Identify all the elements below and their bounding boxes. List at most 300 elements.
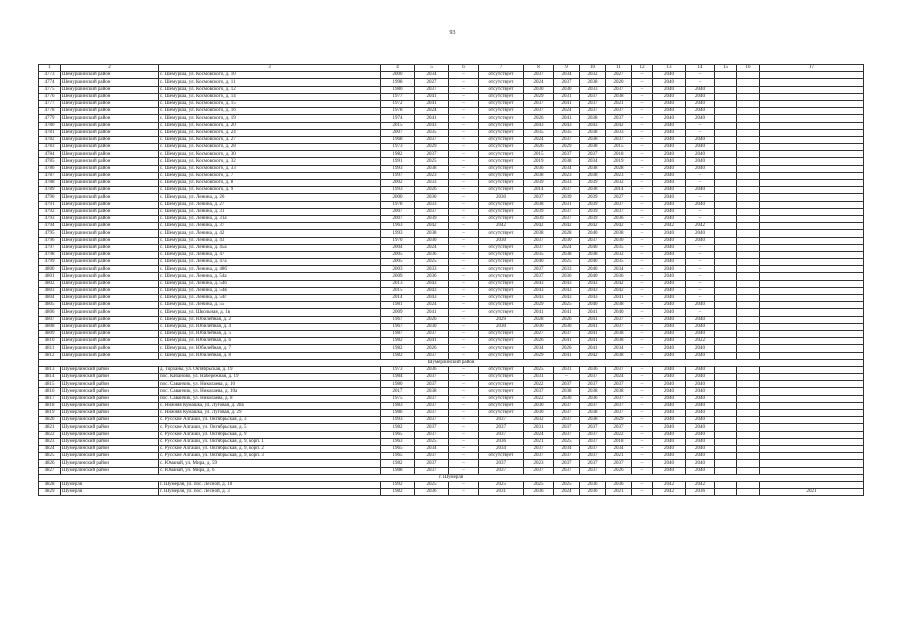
table-cell-col-5: 2037 xyxy=(415,467,449,474)
table-cell-col-17 xyxy=(760,244,864,251)
column-number-2: 2 xyxy=(61,65,159,72)
table-cell-col-14: – xyxy=(686,194,715,201)
table-cell-col-3: д. Торханы, ул. Октябрьская, д. 19 xyxy=(159,366,381,373)
table-cell-col-15 xyxy=(715,223,737,230)
table-cell-col-10: 2041 xyxy=(580,338,606,345)
table-cell-col-8: 2030 xyxy=(524,323,554,330)
table-cell-col-13: 2040 xyxy=(653,158,686,165)
table-cell-col-5: 2029 xyxy=(415,144,449,151)
table-row xyxy=(39,215,864,222)
table-cell-col-12: – xyxy=(632,388,653,395)
table-cell-col-17 xyxy=(760,481,864,488)
table-cell-col-1: 4799 xyxy=(39,259,61,266)
table-cell-col-17 xyxy=(760,273,864,280)
table-cell-col-16 xyxy=(737,144,760,151)
table-cell-col-4: 2015 xyxy=(381,287,415,294)
table-cell-col-4: 1980 xyxy=(381,381,415,388)
table-cell-col-14: 2040 xyxy=(686,237,715,244)
table-cell-col-11: 2019 xyxy=(606,158,632,165)
table-cell-col-12: – xyxy=(632,302,653,309)
table-cell-col-10: 2039 xyxy=(580,208,606,215)
table-cell-col-3: с. Шемурша, ул. Ленина, д. 55 xyxy=(159,302,381,309)
table-cell-col-9: 2037 xyxy=(554,151,580,158)
table-cell-col-3: с. Шемурша, ул. Космовского, д. 32 xyxy=(159,158,381,165)
table-cell-col-17 xyxy=(760,424,864,431)
table-cell-col-4: 1982 xyxy=(381,352,415,359)
table-cell-col-6: – xyxy=(449,151,479,158)
table-cell-col-2: Шумерлинский район xyxy=(61,374,159,381)
table-cell-col-16 xyxy=(737,424,760,431)
table-cell-col-1: 4806 xyxy=(39,309,61,316)
table-cell-col-12: – xyxy=(632,108,653,115)
table-cell-col-9: 2030 xyxy=(554,86,580,93)
table-cell-col-15 xyxy=(715,129,737,136)
table-row xyxy=(39,158,864,165)
table-row xyxy=(39,330,864,337)
table-cell-col-17 xyxy=(760,72,864,79)
table-cell-col-2: Шемуршинский район xyxy=(61,338,159,345)
table-cell-col-10: 2039 xyxy=(580,201,606,208)
table-cell-col-11: 2037 xyxy=(606,115,632,122)
table-cell-col-12: – xyxy=(632,438,653,445)
table-cell-col-8: 2030 xyxy=(524,402,554,409)
table-cell-col-11: 2023 xyxy=(606,172,632,179)
table-cell-col-8: 2032 xyxy=(524,417,554,424)
table-cell-col-16 xyxy=(737,72,760,79)
table-cell-col-15 xyxy=(715,122,737,129)
table-cell-col-16 xyxy=(737,287,760,294)
table-cell-col-17 xyxy=(760,151,864,158)
table-cell-col-7: отсутствует xyxy=(479,273,524,280)
table-cell-col-16 xyxy=(737,489,760,496)
table-cell-col-4: 2005 xyxy=(381,251,415,258)
table-cell-col-10: 2037 xyxy=(580,381,606,388)
table-cell-col-8: 2039 xyxy=(524,208,554,215)
table-cell-col-4: 1982 xyxy=(381,460,415,467)
table-cell-col-1: 4773 xyxy=(39,72,61,79)
table-cell-col-6: – xyxy=(449,194,479,201)
table-cell-col-12: – xyxy=(632,402,653,409)
table-cell-col-4: 1965 xyxy=(381,431,415,438)
column-number-4: 4 xyxy=(381,65,415,72)
table-cell-col-14: 2040 xyxy=(686,366,715,373)
table-cell-col-9: 2041 xyxy=(554,115,580,122)
table-cell-col-11: 2036 xyxy=(606,273,632,280)
table-cell-col-12: – xyxy=(632,309,653,316)
table-cell-col-16 xyxy=(737,438,760,445)
table-cell-col-14: – xyxy=(686,287,715,294)
table-cell-col-3: с. Шемурша, ул. Ленина, д. 48б xyxy=(159,266,381,273)
table-cell-col-10: 2038 xyxy=(580,388,606,395)
table-cell-col-9: 2041 xyxy=(554,100,580,107)
table-cell-col-6: – xyxy=(449,244,479,251)
table-cell-col-6: – xyxy=(449,158,479,165)
table-cell-col-9: 2025 xyxy=(554,481,580,488)
table-cell-col-14: 2040 xyxy=(686,316,715,323)
table-cell-col-12: – xyxy=(632,381,653,388)
table-cell-col-17 xyxy=(760,467,864,474)
table-cell-col-10: 2036 xyxy=(580,395,606,402)
table-cell-col-2: Шемуршинский район xyxy=(61,172,159,179)
table-cell-col-17 xyxy=(760,215,864,222)
table-cell-col-1: 4785 xyxy=(39,158,61,165)
table-cell-col-3: с. Шемурша, ул. Юбилейная, д. 4 xyxy=(159,323,381,330)
table-cell-col-16 xyxy=(737,165,760,172)
table-cell-col-2: Шемуршинский район xyxy=(61,93,159,100)
table-cell-col-4: 1986 xyxy=(381,410,415,417)
table-cell-col-5: 2041 xyxy=(415,100,449,107)
table-cell-col-13: 2042 xyxy=(653,481,686,488)
table-cell-col-7: 2025 xyxy=(479,481,524,488)
table-cell-col-5: 2024 xyxy=(415,302,449,309)
table-cell-col-17 xyxy=(760,165,864,172)
table-cell-col-13: 2040 xyxy=(653,366,686,373)
table-cell-col-4: 1973 xyxy=(381,366,415,373)
table-cell-col-10: 2042 xyxy=(580,223,606,230)
table-cell-col-7: отсутствует xyxy=(479,201,524,208)
table-cell-col-3: с. Шемурша, ул. Ленина, д. 47а xyxy=(159,259,381,266)
table-cell-col-16 xyxy=(737,259,760,266)
table-cell-col-16 xyxy=(737,481,760,488)
table-cell-col-15 xyxy=(715,251,737,258)
table-cell-col-11: 2029 xyxy=(606,417,632,424)
table-cell-col-4: 2009 xyxy=(381,309,415,316)
table-cell-col-17 xyxy=(760,445,864,452)
table-cell-col-13: 2040 xyxy=(653,72,686,79)
table-cell-col-14: – xyxy=(686,215,715,222)
table-cell-col-9: 2037 xyxy=(554,187,580,194)
table-cell-col-7: отсутствует xyxy=(479,374,524,381)
table-cell-col-2: Шемуршинский район xyxy=(61,100,159,107)
table-cell-col-9: 2031 xyxy=(554,366,580,373)
table-cell-col-14: 2040 xyxy=(686,108,715,115)
table-cell-col-6: – xyxy=(449,259,479,266)
table-cell-col-16 xyxy=(737,302,760,309)
table-cell-col-13: 2040 xyxy=(653,122,686,129)
table-cell-col-8: 2037 xyxy=(524,467,554,474)
table-cell-col-6: – xyxy=(449,481,479,488)
table-cell-col-8: 2029 xyxy=(524,352,554,359)
table-cell-col-7: отсутствует xyxy=(479,230,524,237)
table-cell-col-4: 2007 xyxy=(381,215,415,222)
table-cell-col-7: отсутствует xyxy=(479,302,524,309)
table-cell-col-2: Шумерлинский район xyxy=(61,388,159,395)
table-cell-col-8: 2036 xyxy=(524,489,554,496)
table-cell-col-10: 2041 xyxy=(580,345,606,352)
table-row xyxy=(39,309,864,316)
table-cell-col-14: 2042 xyxy=(686,223,715,230)
table-cell-col-7: отсутствует xyxy=(479,251,524,258)
table-cell-col-11: 2018 xyxy=(606,438,632,445)
table-cell-col-17 xyxy=(760,122,864,129)
table-cell-col-1: 4824 xyxy=(39,445,61,452)
table-cell-col-12: – xyxy=(632,144,653,151)
table-cell-col-9: 2038 xyxy=(554,251,580,258)
table-cell-col-16 xyxy=(737,445,760,452)
table-cell-col-6: – xyxy=(449,395,479,402)
table-cell-col-14: 2042 xyxy=(686,481,715,488)
table-cell-col-2: Шумерлинский район xyxy=(61,381,159,388)
table-cell-col-14: 2040 xyxy=(686,460,715,467)
table-cell-col-8: 2026 xyxy=(524,115,554,122)
table-cell-col-10: 2037 xyxy=(580,108,606,115)
table-cell-col-14: – xyxy=(686,72,715,79)
table-cell-col-4: 1980 xyxy=(381,86,415,93)
table-cell-col-13: 2040 xyxy=(653,136,686,143)
table-cell-col-7: 2037 xyxy=(479,424,524,431)
table-cell-col-12: – xyxy=(632,129,653,136)
table-cell-col-13: 2040 xyxy=(653,251,686,258)
table-cell-col-6: – xyxy=(449,467,479,474)
table-cell-col-5: 2025 xyxy=(415,158,449,165)
table-row xyxy=(39,194,864,201)
table-row xyxy=(39,460,864,467)
table-cell-col-3: с. Русские Алгаши, ул. Октябрьская, д. 5 xyxy=(159,424,381,431)
table-cell-col-5: 2034 xyxy=(415,72,449,79)
table-cell-col-10: 2039 xyxy=(580,180,606,187)
table-cell-col-11: 2027 xyxy=(606,72,632,79)
table-cell-col-2: Шемуршинский район xyxy=(61,223,159,230)
table-cell-col-13: 2040 xyxy=(653,445,686,452)
table-cell-col-16 xyxy=(737,338,760,345)
table-cell-col-6: – xyxy=(449,115,479,122)
table-cell-col-3: с. Шемурша, ул. Ленина, д. 54а xyxy=(159,273,381,280)
table-cell-col-14: 2040 xyxy=(686,151,715,158)
table-cell-col-7: отсутствует xyxy=(479,208,524,215)
table-cell-col-3: с. Русские Алгаши, ул. Октябрьская, д. 9, корп. 2 xyxy=(159,445,381,452)
table-cell-col-6: – xyxy=(449,273,479,280)
table-cell-col-3: пос. Саванчик, ул. Николаева, д. 10 xyxy=(159,381,381,388)
table-cell-col-11: 2020 xyxy=(606,79,632,86)
table-cell-col-9: 2037 xyxy=(554,79,580,86)
table-cell-col-11: 2037 xyxy=(606,395,632,402)
table-cell-col-13: 2040 xyxy=(653,460,686,467)
table-cell-col-12: – xyxy=(632,172,653,179)
table-cell-col-8: 2024 xyxy=(524,431,554,438)
table-cell-col-5: 2037 xyxy=(415,402,449,409)
table-cell-col-4: 1972 xyxy=(381,100,415,107)
table-cell-col-11: 2042 xyxy=(606,223,632,230)
table-cell-col-17 xyxy=(760,136,864,143)
table-cell-col-15 xyxy=(715,302,737,309)
table-cell-col-3: с. Шемурша, ул. Ленина, д. 31а xyxy=(159,215,381,222)
table-cell-col-11: 2033 xyxy=(606,129,632,136)
table-cell-col-17 xyxy=(760,79,864,86)
table-cell-col-10: 2037 xyxy=(580,445,606,452)
table-cell-col-4: 2013 xyxy=(381,280,415,287)
table-cell-col-17 xyxy=(760,366,864,373)
table-cell-col-6: – xyxy=(449,208,479,215)
table-cell-col-2: Шумерля xyxy=(61,489,159,496)
table-cell-col-13: 2040 xyxy=(653,345,686,352)
table-cell-col-13: 2040 xyxy=(653,295,686,302)
table-cell-col-15 xyxy=(715,453,737,460)
table-cell-col-1: 4820 xyxy=(39,417,61,424)
table-cell-col-3: с. Шемурша, ул. Юбилейная, д. 7 xyxy=(159,345,381,352)
table-cell-col-6: – xyxy=(449,86,479,93)
table-cell-col-13: 2040 xyxy=(653,194,686,201)
table-cell-col-6: – xyxy=(449,345,479,352)
table-cell-col-1: 4822 xyxy=(39,431,61,438)
table-cell-col-16 xyxy=(737,208,760,215)
table-row xyxy=(39,180,864,187)
table-cell-col-7: отсутствует xyxy=(479,295,524,302)
table-cell-col-5: 2043 xyxy=(415,295,449,302)
table-cell-col-1: 4814 xyxy=(39,374,61,381)
table-cell-col-1: 4781 xyxy=(39,129,61,136)
column-number-3: 3 xyxy=(159,65,381,72)
table-cell-col-10: 2038 xyxy=(580,136,606,143)
table-cell-col-4: 1963 xyxy=(381,223,415,230)
table-cell-col-6: – xyxy=(449,381,479,388)
table-cell-col-10: 2040 xyxy=(580,302,606,309)
table-cell-col-6: – xyxy=(449,287,479,294)
table-cell-col-15 xyxy=(715,144,737,151)
table-cell-col-5: 2043 xyxy=(415,122,449,129)
table-row xyxy=(39,230,864,237)
table-cell-col-12: – xyxy=(632,151,653,158)
table-cell-col-15 xyxy=(715,244,737,251)
table-cell-col-2: Шумерлинский район xyxy=(61,395,159,402)
table-cell-col-10: 2039 xyxy=(580,194,606,201)
table-cell-col-12: – xyxy=(632,338,653,345)
table-cell-col-2: Шумерлинский район xyxy=(61,417,159,424)
table-cell-col-13: 2040 xyxy=(653,381,686,388)
table-cell-col-8: 2037 xyxy=(524,108,554,115)
table-cell-col-9: 2034 xyxy=(554,165,580,172)
table-cell-col-5: 2030 xyxy=(415,237,449,244)
table-cell-col-4: 2000 xyxy=(381,72,415,79)
table-cell-col-3: с. Шемурша, ул. Космовского, д. 11 xyxy=(159,79,381,86)
table-cell-col-8: 2028 xyxy=(524,316,554,323)
table-cell-col-17 xyxy=(760,316,864,323)
table-cell-col-4: 1965 xyxy=(381,453,415,460)
table-cell-col-15 xyxy=(715,366,737,373)
table-cell-col-14: – xyxy=(686,251,715,258)
table-cell-col-14: 2040 xyxy=(686,86,715,93)
table-cell-col-8: 2024 xyxy=(524,79,554,86)
table-cell-col-10: 2043 xyxy=(580,287,606,294)
table-cell-col-11: 2038 xyxy=(606,338,632,345)
table-row xyxy=(39,72,864,79)
table-cell-col-1: 4788 xyxy=(39,180,61,187)
table-cell-col-13: 2040 xyxy=(653,273,686,280)
table-cell-col-2: Шемуршинский район xyxy=(61,144,159,151)
table-cell-col-9: 2034 xyxy=(554,72,580,79)
table-cell-col-11: 2038 xyxy=(606,352,632,359)
table-cell-col-6: – xyxy=(449,237,479,244)
table-cell-col-12: – xyxy=(632,237,653,244)
table-cell-col-3: с. Шемурша, ул. Ленина, д. 31 xyxy=(159,208,381,215)
table-row xyxy=(39,352,864,359)
table-cell-col-13: 2040 xyxy=(653,100,686,107)
table-cell-col-7: отсутствует xyxy=(479,165,524,172)
table-cell-col-12: – xyxy=(632,201,653,208)
table-cell-col-15 xyxy=(715,158,737,165)
table-cell-col-15 xyxy=(715,79,737,86)
table-cell-col-5: 2034 xyxy=(415,445,449,452)
table-cell-col-10: 2043 xyxy=(580,295,606,302)
table-cell-col-15 xyxy=(715,115,737,122)
table-cell-col-1: 4810 xyxy=(39,338,61,345)
table-cell-col-5: 2037 xyxy=(415,86,449,93)
table-cell-col-14: 2040 xyxy=(686,100,715,107)
page-number: 93 xyxy=(449,30,456,36)
table-cell-col-16 xyxy=(737,108,760,115)
table-cell-col-16 xyxy=(737,388,760,395)
table-cell-col-7: отсутствует xyxy=(479,259,524,266)
table-cell-col-14: – xyxy=(686,208,715,215)
table-cell-col-11: 2034 xyxy=(606,266,632,273)
table-cell-col-13: 2040 xyxy=(653,151,686,158)
table-row xyxy=(39,86,864,93)
table-cell-col-16 xyxy=(737,352,760,359)
table-cell-col-12: – xyxy=(632,86,653,93)
table-row xyxy=(39,273,864,280)
table-cell-col-13: 2040 xyxy=(653,316,686,323)
table-cell-col-13: 2040 xyxy=(653,180,686,187)
table-cell-col-7: отсутствует xyxy=(479,266,524,273)
table-cell-col-2: Шумерлинский район xyxy=(61,445,159,452)
table-cell-col-3: с. Шемурша, ул. Юбилейная, д. 2 xyxy=(159,316,381,323)
table-cell-col-1: 4807 xyxy=(39,316,61,323)
table-cell-col-4: 1967 xyxy=(381,323,415,330)
table-row xyxy=(39,266,864,273)
table-cell-col-12: – xyxy=(632,431,653,438)
table-cell-col-16 xyxy=(737,230,760,237)
table-cell-col-11: 2021 xyxy=(606,100,632,107)
table-cell-col-7: отсутствует xyxy=(479,144,524,151)
table-cell-col-8: 2014 xyxy=(524,187,554,194)
table-cell-col-2: Шемуршинский район xyxy=(61,259,159,266)
table-cell-col-4: 2009 xyxy=(381,273,415,280)
table-cell-col-9: 2041 xyxy=(554,309,580,316)
table-row xyxy=(39,165,864,172)
table-cell-col-5: 2037 xyxy=(415,352,449,359)
table-cell-col-3: пос. Саванчик, ул. Николаева, д. 10а xyxy=(159,388,381,395)
table-cell-col-4: 1982 xyxy=(381,489,415,496)
table-cell-col-14: – xyxy=(686,280,715,287)
table-cell-col-1: 4778 xyxy=(39,108,61,115)
table-cell-col-6: – xyxy=(449,180,479,187)
table-cell-col-12: – xyxy=(632,266,653,273)
table-cell-col-9: 2037 xyxy=(554,381,580,388)
table-cell-col-11: 2030 xyxy=(606,237,632,244)
column-number-5: 5 xyxy=(415,65,449,72)
table-cell-col-10: 2043 xyxy=(580,280,606,287)
table-cell-col-6: – xyxy=(449,309,479,316)
table-cell-col-6: – xyxy=(449,230,479,237)
table-cell-col-12: – xyxy=(632,316,653,323)
table-cell-col-11: 2032 xyxy=(606,180,632,187)
table-cell-col-17 xyxy=(760,302,864,309)
table-cell-col-1: 4774 xyxy=(39,79,61,86)
table-cell-col-13: 2040 xyxy=(653,201,686,208)
table-cell-col-11: 2037 xyxy=(606,201,632,208)
table-cell-col-14: 2040 xyxy=(686,395,715,402)
table-cell-col-13: 2040 xyxy=(653,266,686,273)
table-cell-col-9: 2043 xyxy=(554,280,580,287)
table-cell-col-7: 2042 xyxy=(479,223,524,230)
table-cell-col-14: 2040 xyxy=(686,417,715,424)
table-cell-col-7: отсутствует xyxy=(479,100,524,107)
table-row xyxy=(39,208,864,215)
table-cell-col-11: 2036 xyxy=(606,215,632,222)
table-cell-col-16 xyxy=(737,100,760,107)
table-cell-col-7: 2030 xyxy=(479,194,524,201)
table-cell-col-10: 2043 xyxy=(580,122,606,129)
table-row xyxy=(39,172,864,179)
